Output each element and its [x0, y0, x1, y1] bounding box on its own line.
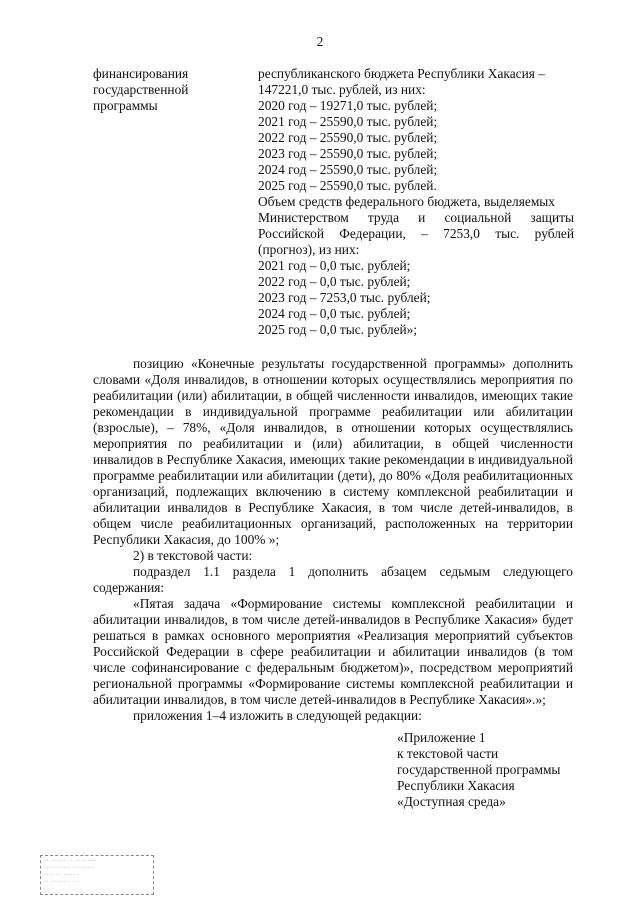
financing-line: 2021 год – 0,0 тыс. рублей;: [258, 258, 411, 273]
paragraph-appendices: приложения 1–4 изложить в следующей редакции:: [133, 708, 422, 723]
appendix-header-line: «Доступная среда»: [397, 794, 506, 809]
financing-label-line: государственной: [93, 82, 189, 97]
stamp-illegible-text: ·· ······ ·· ·· ······: [44, 858, 97, 865]
financing-line: 2023 год – 7253,0 тыс. рублей;: [258, 290, 431, 305]
paragraph-results: позицию «Конечные результаты государственной программы» дополнить словами «Доля инвалидов, в отношении которых осуществлялись мероприятия по реабилитации (или) абилитации, в общей численности инвалидов, имеющих такие рекомендации в индивидуальной программе реабилитации или абилитации (взрослые), – 78%, «Доля инвалидов, в отношении которых осуществлялись мероприятия по реабилитации и (или) абилитации, в общей численности инвалидов в Республике Хакасия, имеющих такие рекомендации в индивидуальной программе реабилитации или абилитации (дети), до 80% «Доля реабилитационных организаций, подлежащих включению в систему комплексной реабилитации и абилитации инвалидов в Республике Хакасия, в том числе детей-инвалидов, в общем числе реабилитационных организаций, расположенных на территории Республики Хакасия, до 100% »;: [93, 356, 573, 547]
financing-label: [93, 66, 243, 114]
financing-line: 2024 год – 25590,0 тыс. рублей;: [258, 162, 438, 177]
stamp-illegible-text: ···· ·· ·······: [44, 872, 81, 879]
paragraph-fifth-task: «Пятая задача «Формирование системы комплексной реабилитации и абилитации инвалидов, в том числе детей-инвалидов в Республике Хакасия» будет решаться в рамках основного мероприятия «Реализация мероприятий субъектов Российской Федерации в сфере реабилитации и абилитации инвалидов (в том числе софинансирование с федеральным бюджетом)», посредством мероприятий региональной программы «Формирование системы комплексной реабилитации и абилитации инвалидов, в том числе детей-инвалидов в Республике Хакасия».»;: [93, 596, 573, 707]
appendix-header-line: государственной программы: [397, 762, 561, 777]
financing-line: Объем средств федерального бюджета, выделяемых: [258, 194, 555, 209]
paragraph-subsection: подраздел 1.1 раздела 1 дополнить абзацем седьмым следующего содержания:: [93, 564, 573, 595]
document-stamp: [40, 855, 154, 895]
paragraph-text-part: 2) в текстовой части:: [133, 548, 253, 563]
financing-line: 2023 год – 25590,0 тыс. рублей;: [258, 146, 438, 161]
stamp-illegible-text: ·· ········ ···: [44, 879, 81, 886]
financing-line: 2022 год – 0,0 тыс. рублей;: [258, 274, 411, 289]
financing-line: 2024 год – 0,0 тыс. рублей;: [258, 306, 411, 321]
financing-label-line: финансирования: [93, 66, 189, 81]
financing-line: Российской Федерации, – 7253,0 тыс. рублей: [258, 226, 574, 241]
appendix-header-line: к текстовой части: [397, 746, 499, 761]
appendix-header: [397, 730, 597, 810]
appendix-header-line: «Приложение 1: [397, 730, 486, 745]
financing-line: 147221,0 тыс. рублей, из них:: [258, 82, 426, 97]
financing-label-line: программы: [93, 98, 158, 113]
financing-line: 2022 год – 25590,0 тыс. рублей;: [258, 130, 438, 145]
financing-line: (прогноз), из них:: [258, 242, 360, 257]
financing-line: 2025 год – 0,0 тыс. рублей»;: [258, 322, 418, 337]
financing-line: республиканского бюджета Республики Хакасия –: [258, 66, 545, 81]
main-text: [93, 356, 573, 724]
financing-line: 2025 год – 25590,0 тыс. рублей.: [258, 178, 437, 193]
appendix-header-line: Республики Хакасия: [397, 778, 515, 793]
financing-line: 2020 год – 19271,0 тыс. рублей;: [258, 98, 438, 113]
stamp-illegible-text: ······ ···· ·········: [44, 865, 95, 872]
page-number: 2: [316, 34, 324, 49]
financing-line: 2021 год – 25590,0 тыс. рублей;: [258, 114, 438, 129]
financing-line: Министерством труда и социальной защиты: [258, 210, 574, 225]
financing-details: [258, 66, 574, 338]
